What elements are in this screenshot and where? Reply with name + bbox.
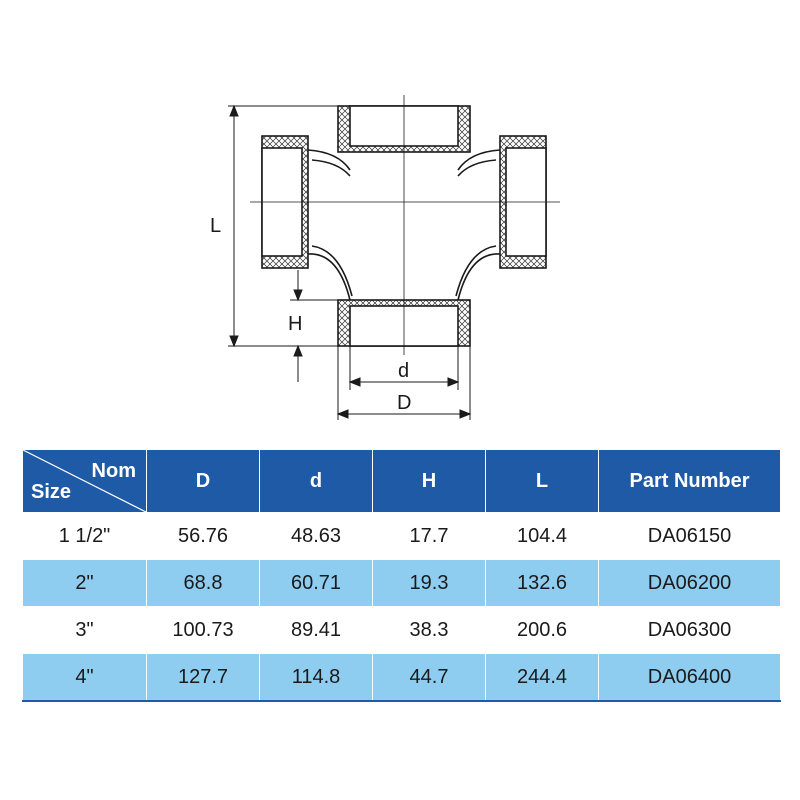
header-L: L [486,450,599,513]
cell-size: 2" [23,560,147,607]
cell-D: 68.8 [147,560,260,607]
header-corner-cell [23,450,147,513]
header-H: H [373,450,486,513]
spec-table [22,449,781,702]
cell-D: 56.76 [147,513,260,560]
cell-d: 60.71 [260,560,373,607]
cell-part-number: DA06150 [599,513,781,560]
cell-L: 244.4 [486,654,599,702]
cell-H: 44.7 [373,654,486,702]
cell-d: 89.41 [260,607,373,654]
cell-H: 17.7 [373,513,486,560]
table-row [23,654,781,702]
label-L: L [210,215,222,237]
cell-d: 48.63 [260,513,373,560]
cell-part-number: DA06400 [599,654,781,702]
header-size-label: Size [31,481,72,503]
cell-H: 38.3 [373,607,486,654]
cell-D: 127.7 [147,654,260,702]
label-H: H [288,313,303,335]
cell-L: 200.6 [486,607,599,654]
cell-size: 3" [23,607,147,654]
label-d: d [398,360,410,382]
cell-L: 132.6 [486,560,599,607]
table-row [23,513,781,560]
cell-part-number: DA06200 [599,560,781,607]
cell-size: 4" [23,654,147,702]
cell-H: 19.3 [373,560,486,607]
cell-d: 114.8 [260,654,373,702]
header-row [23,450,781,513]
header-part-number: Part Number [599,450,781,513]
label-D: D [397,392,412,414]
cell-D: 100.73 [147,607,260,654]
header-nom-label: Nom [91,460,136,482]
cell-part-number: DA06300 [599,607,781,654]
cell-L: 104.4 [486,513,599,560]
header-d: d [260,450,373,513]
table-row [23,560,781,607]
cell-size: 1 1/2" [23,513,147,560]
table-row [23,607,781,654]
header-D: D [147,450,260,513]
